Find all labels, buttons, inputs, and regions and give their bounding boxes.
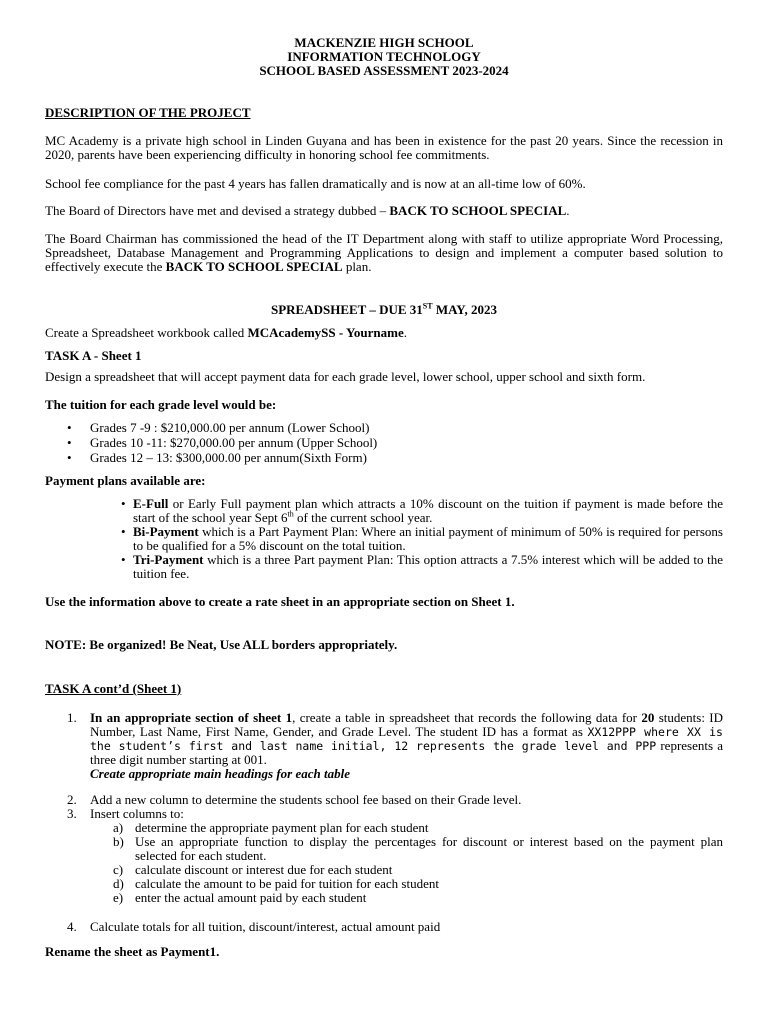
task-item-4-text: Calculate totals for all tuition, discount/interest, actual amount paid — [90, 919, 441, 934]
task-a-heading: TASK A - Sheet 1 — [45, 348, 142, 363]
task-item-2-number: 2. — [67, 792, 77, 807]
note-line: NOTE: Be organized! Be Neat, Use ALL borders appropriately. — [45, 637, 398, 652]
create-post: . — [403, 325, 407, 340]
task-item-3-number: 3. — [67, 806, 77, 821]
plan-bi-payment-text: which is a Part Payment Plan: Where an initial payment of minimum of 50% is required for persons to be qualified for a 5% discount on the total tuition. — [133, 524, 723, 553]
subject-name: INFORMATION TECHNOLOGY — [287, 49, 481, 64]
description-paragraph-3 — [45, 204, 723, 218]
tuition-item-sixth: • Grades 12 – 13: $300,000.00 per annum(Sixth Form) — [45, 450, 723, 465]
spreadsheet-heading-date: MAY, 2023 — [432, 302, 498, 317]
rate-sheet-instruction: Use the information above to create a rate sheet in an appropriate section on Sheet 1. — [45, 594, 515, 609]
tuition-item-upper: • Grades 10 -11: $270,000.00 per annum (Upper School) — [45, 435, 723, 450]
payment-plans-list — [45, 497, 723, 581]
p4-post: plan. — [342, 259, 372, 274]
sub-item-b-text: Use an appropriate function to display the percentages for discount or interest based on the payment plan selected for each student. — [135, 834, 723, 863]
description-heading: DESCRIPTION OF THE PROJECT — [45, 105, 251, 120]
sub-item-e-text: enter the actual amount paid by each student — [135, 890, 367, 905]
spreadsheet-heading-sup: ST — [422, 301, 433, 311]
task-a-cont-heading: TASK A cont’d (Sheet 1) — [45, 681, 182, 696]
task-item-1 — [45, 711, 723, 781]
task-item-2 — [45, 793, 723, 807]
tuition-list — [45, 420, 723, 465]
spreadsheet-heading — [45, 303, 723, 317]
plan-e-full-sup: th — [287, 509, 294, 519]
rename-sheet-instruction: Rename the sheet as Payment1. — [45, 944, 220, 959]
description-paragraph-2: School fee compliance for the past 4 years has fallen dramatically and is now at an all-time low of 60%. — [45, 176, 586, 191]
task-sub-item-b — [45, 835, 723, 863]
p3-text: The Board of Directors have met and devised a strategy dubbed – — [45, 203, 390, 218]
task-a-cont-list-3 — [45, 920, 723, 934]
p3-bold: BACK TO SCHOOL SPECIAL — [389, 203, 567, 218]
sub-item-c-letter: c) — [113, 862, 124, 877]
task-item-1-text — [90, 711, 723, 781]
create-workbook-line — [45, 326, 407, 340]
item1-pre: , create a table in spreadsheet that records the following data for — [292, 710, 642, 725]
plan-tri-payment-name: Tri-Payment — [133, 552, 204, 567]
assessment-title: SCHOOL BASED ASSESSMENT 2023-2024 — [259, 63, 509, 78]
task-a-cont-list-2 — [45, 793, 723, 905]
task-item-1-number: 1. — [67, 710, 77, 725]
item1-id-format: XX12PPP where XX is the student’s first and last name initial, 12 represents the grade level and PPP — [90, 725, 723, 753]
task-item-2-text: Add a new column to determine the students school fee based on their Grade level. — [90, 792, 522, 807]
item1-bold: In an appropriate section of sheet 1 — [90, 710, 293, 725]
plan-bi-payment-name: Bi-Payment — [133, 524, 199, 539]
task-sub-item-e — [45, 891, 723, 905]
workbook-name: MCAcademySS - Yourname — [247, 325, 404, 340]
p4-text: The Board Chairman has commissioned the head of the IT Department along with staff to utilize appropriate Word Processing, Spreadsheet, Database Management and Programming Applications to design and implement a computer based solution to effectively execute the — [45, 231, 723, 274]
sub-item-a-letter: a) — [113, 820, 124, 835]
spreadsheet-heading-text: SPREADSHEET – DUE 31 — [270, 302, 423, 317]
task-sub-item-a — [45, 821, 723, 835]
sub-item-e-letter: e) — [113, 890, 124, 905]
sub-item-d-text: calculate the amount to be paid for tuition for each student — [135, 876, 439, 891]
task-item-4 — [45, 920, 723, 934]
plan-tri-payment — [45, 553, 723, 581]
sub-item-d-letter: d) — [113, 876, 124, 891]
task-sub-item-c — [45, 863, 723, 877]
plan-e-full — [45, 497, 723, 525]
tuition-heading: The tuition for each grade level would be: — [45, 397, 277, 412]
task-sub-item-d — [45, 877, 723, 891]
item1-mid: students: ID Number, Last Name, First Name, Gender, and Grade Level. The student ID has a format as — [90, 710, 724, 739]
item1-headings-note: Create appropriate main headings for each table — [90, 766, 350, 781]
document-header — [45, 36, 723, 78]
plan-bi-payment — [45, 525, 723, 553]
school-name: MACKENZIE HIGH SCHOOL — [294, 35, 474, 50]
task-a-design: Design a spreadsheet that will accept payment data for each grade level, lower school, upper school and sixth form. — [45, 369, 646, 384]
p4-bold: BACK TO SCHOOL SPECIAL — [165, 259, 343, 274]
plan-tri-payment-text: which is a three Part payment Plan: This option attracts a 7.5% interest which will be added to the tuition fee. — [133, 552, 723, 581]
task-item-3 — [45, 807, 723, 821]
description-paragraph-1: MC Academy is a private high school in Linden Guyana and has been in existence for the past 20 years. Since the recession in 2020, parents have been experiencing difficulty in honoring school fee commitments. — [45, 133, 723, 162]
task-item-4-number: 4. — [67, 919, 77, 934]
description-paragraph-4 — [45, 232, 723, 274]
sub-item-c-text: calculate discount or interest due for each student — [135, 862, 393, 877]
task-item-3-text: Insert columns to: — [90, 806, 184, 821]
sub-item-a-text: determine the appropriate payment plan for each student — [135, 820, 429, 835]
plan-e-full-text: or Early Full payment plan which attracts a 10% discount on the tuition if payment is made before the start of the school year Sept 6 — [133, 496, 723, 525]
tuition-item-lower: • Grades 7 -9 : $210,000.00 per annum (Lower School) — [45, 420, 723, 435]
item1-post: represents a three digit number starting at 001. — [90, 738, 724, 767]
create-text: Create a Spreadsheet workbook called — [45, 325, 248, 340]
task-a-cont-list — [45, 711, 723, 781]
plan-e-full-name: E-Full — [133, 496, 169, 511]
sub-item-b-letter: b) — [113, 834, 124, 849]
plan-e-full-post: of the current school year. — [293, 510, 433, 525]
payment-plans-heading: Payment plans available are: — [45, 473, 206, 488]
p3-post: . — [566, 203, 570, 218]
item1-count: 20 — [641, 710, 655, 725]
